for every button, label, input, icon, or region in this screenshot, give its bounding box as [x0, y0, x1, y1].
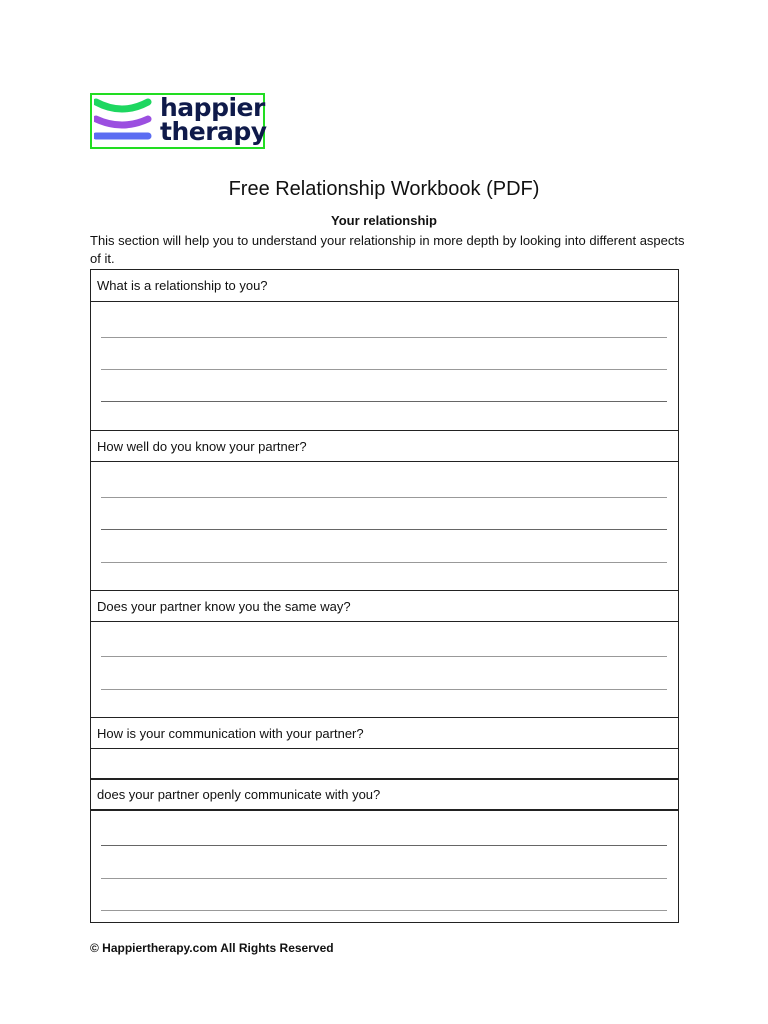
answer-area[interactable]	[91, 811, 678, 922]
answer-line	[101, 369, 667, 370]
answer-line	[101, 656, 667, 657]
answer-line	[101, 689, 667, 690]
answer-area[interactable]	[91, 622, 678, 718]
logo-word-therapy: therapy	[160, 117, 267, 146]
answer-line	[101, 497, 667, 498]
answer-line	[101, 401, 667, 402]
question-cell: Does your partner know you the same way?	[91, 591, 678, 622]
answer-line	[101, 845, 667, 846]
worksheet-table	[90, 269, 679, 923]
answer-area[interactable]	[91, 302, 678, 431]
answer-area[interactable]	[91, 749, 678, 780]
answer-line	[101, 529, 667, 530]
answer-area[interactable]	[91, 462, 678, 591]
copyright-footer: © Happiertherapy.com All Rights Reserved	[90, 941, 334, 955]
question-cell: does your partner openly communicate with you?	[91, 780, 678, 811]
answer-line	[101, 878, 667, 879]
happier-therapy-logo	[90, 93, 265, 149]
answer-line	[101, 337, 667, 338]
logo-text	[160, 93, 267, 146]
answer-line	[101, 910, 667, 911]
page-title: Free Relationship Workbook (PDF)	[228, 178, 540, 200]
logo-stripes-icon	[94, 98, 154, 146]
question-cell: What is a relationship to you?	[91, 270, 678, 302]
question-cell: How well do you know your partner?	[91, 431, 678, 462]
section-heading: Your relationship	[331, 213, 437, 228]
answer-line	[101, 562, 667, 563]
intro-paragraph: This section will help you to understand your relationship in more depth by looking into different aspects of it.	[90, 233, 685, 266]
logo-word-happier: happier	[160, 93, 265, 122]
question-cell: How is your communication with your partner?	[91, 718, 678, 749]
